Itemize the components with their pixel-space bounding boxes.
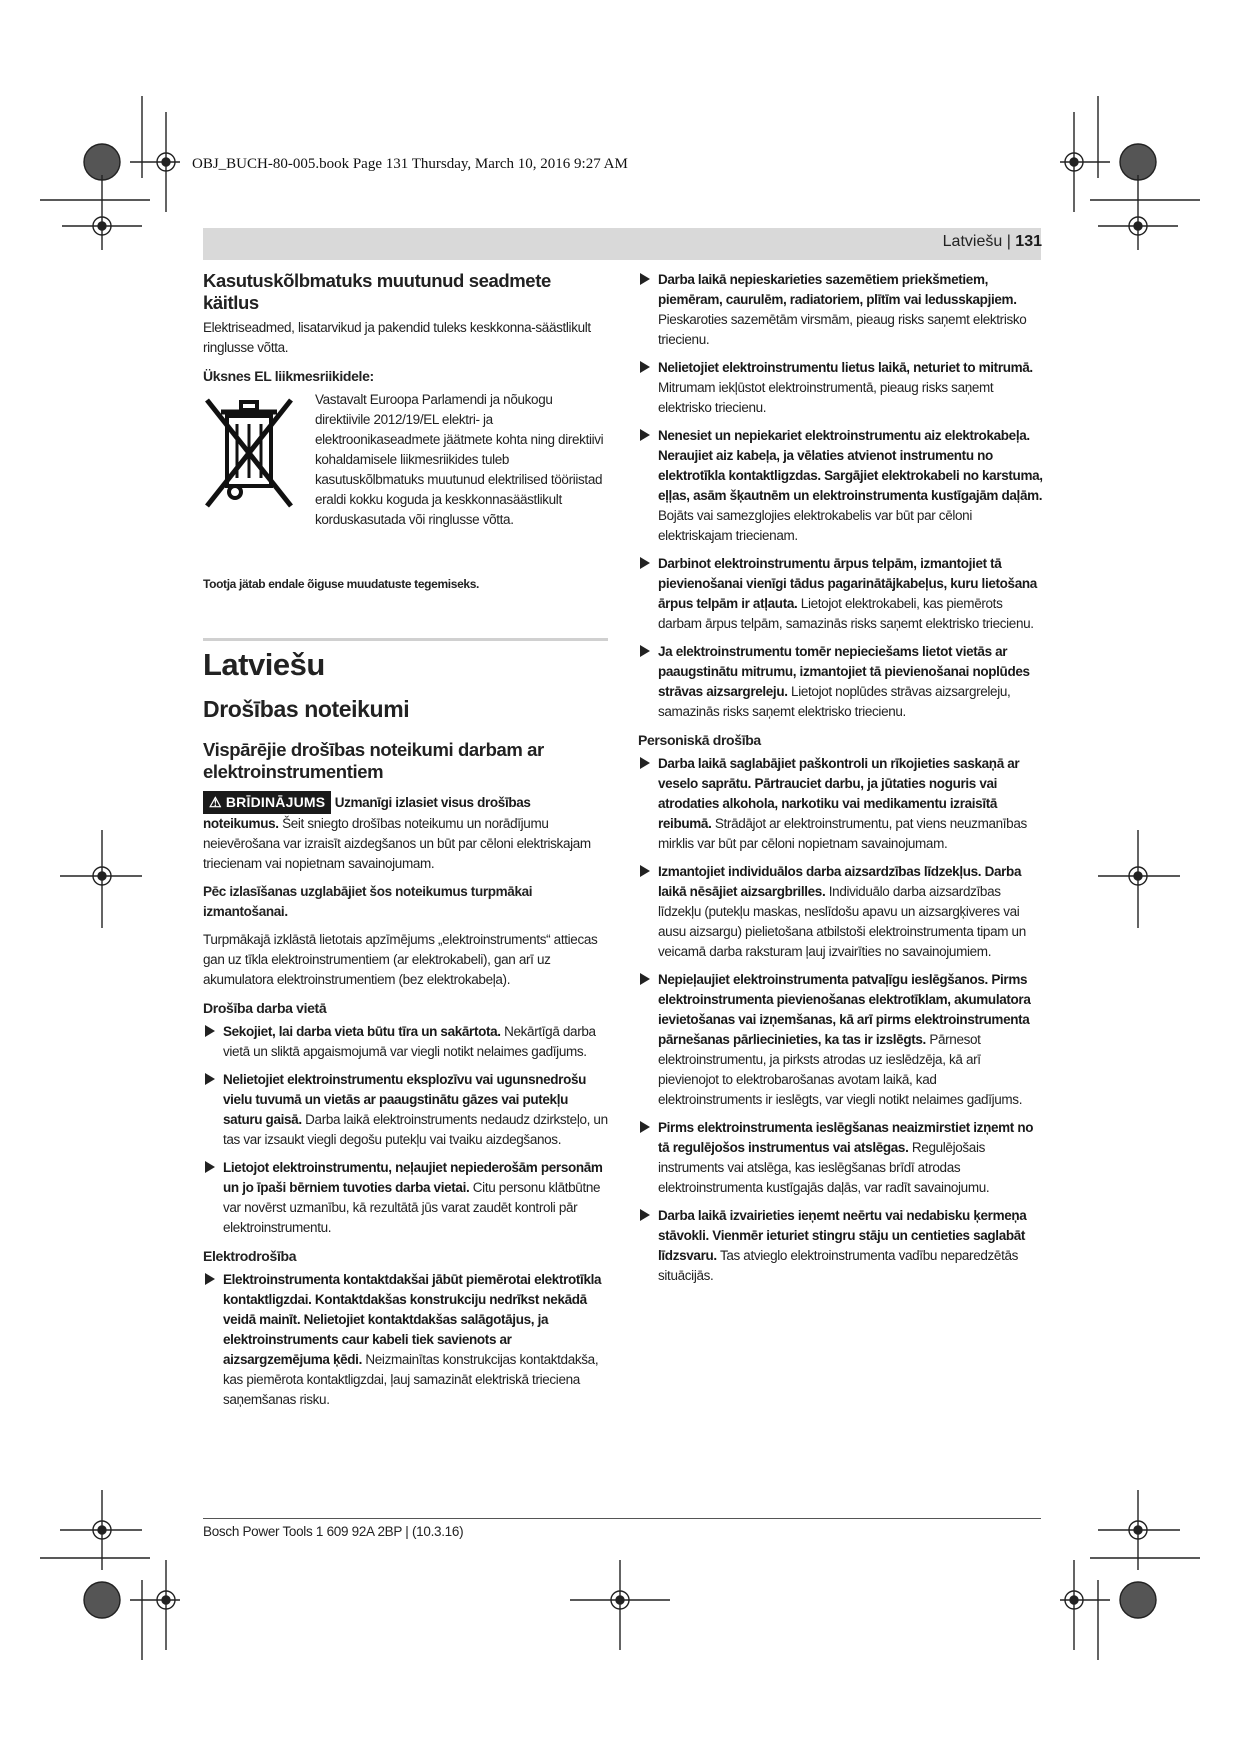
lv-general-title: Vispārējie drošības noteikumi darbam ar elektroinstrumentiem — [203, 739, 544, 782]
bullet-arrow-icon — [640, 361, 650, 373]
lv-title: Latviešu — [203, 647, 325, 682]
item-text: Darba laikā elektroinstruments nedaudz dzirksteļo, un tas var izsaukt viegli degošu putekļu vai tvaiku aizdegšanos. — [223, 1112, 608, 1147]
page-header — [860, 233, 1042, 251]
warning-paragraph — [203, 791, 608, 874]
bullet-arrow-icon — [640, 1121, 650, 1133]
page-footer: Bosch Power Tools 1 609 92A 2BP | (10.3.16) — [203, 1524, 464, 1539]
page-header-separator: | — [1002, 233, 1016, 250]
lv-safety-title: Drošības noteikumi — [203, 696, 410, 722]
bullet-arrow-icon — [640, 429, 650, 441]
bullet-arrow-icon — [205, 1161, 215, 1173]
et-eu-heading: Üksnes EL liikmesriikidele: — [203, 368, 374, 384]
et-paragraph: Elektriseadmed, lisatarvikud ja pakendid tuleks keskkonna-säästlikult ringlusse võtta. — [203, 320, 591, 355]
list-item — [638, 642, 1043, 722]
et-eu-block — [203, 390, 608, 562]
bullet-arrow-icon — [640, 273, 650, 285]
item-bold: Ja elektroinstrumentu tomēr nepieciešams lietot vietās ar paaugstinātu mitrumu, izmantojiet tā pievienošanai noplūdes strāvas aizsargreleju. — [658, 644, 1030, 699]
bullet-arrow-icon — [640, 1209, 650, 1221]
bullet-arrow-icon — [205, 1025, 215, 1037]
item-bold: Darba laikā saglabājiet paškontroli un rīkojieties saskaņā ar veselo saprātu. Pārtrauciet darbu, ja jūtaties noguris vai atrodaties alkohola, narkotiku vai medikamentu izraisītā reibumā. — [658, 756, 1020, 831]
page-header-section: Latviešu — [942, 233, 1003, 250]
item-bold: Lietojot elektroinstrumentu, neļaujiet nepiederošām personām un jo īpaši bērniem tuvoties darba vietai. — [223, 1160, 603, 1195]
list-item — [203, 1270, 608, 1410]
list-item — [638, 426, 1043, 546]
keep-instructions: Pēc izlasīšanas uzglabājiet šos noteikumus turpmākai izmantošanai. — [203, 884, 533, 919]
item-text: Mitrumam iekļūstot elektroinstrumentā, pieaug risks saņemt elektrisko triecienu. — [658, 380, 994, 415]
item-text: Tas atvieglo elektroinstrumenta vadību neparedzētās situācijās. — [658, 1248, 1019, 1283]
item-bold: Darbinot elektroinstrumentu ārpus telpām, izmantojiet tā pievienošanai vienīgi tādus pagarinātājkabeļus, kuru lietošana ārpus telpām ir atļauta. — [658, 556, 1037, 611]
item-text: Lietojot noplūdes strāvas aizsargreleju, samazinās risks saņemt elektrisko triecienu. — [658, 684, 1011, 719]
bullet-arrow-icon — [640, 645, 650, 657]
weee-bin-icon — [203, 394, 295, 512]
list-item — [638, 554, 1043, 634]
left-column — [203, 270, 608, 1418]
list-item — [638, 270, 1043, 350]
list-item — [638, 1206, 1043, 1286]
page-number: 131 — [1015, 233, 1042, 250]
list-item — [638, 1118, 1043, 1198]
et-eu-text: Vastavalt Euroopa Parlamendi ja nõukogu direktiivile 2012/19/EL elektri- ja elektroonikaseadmete jäätmete kohta ning direktiivi kohaldamisele liikmesriikides tuleb kasutuskõlbmatuks muutunud elektrilised tööriistad eraldi kokku koguda ja keskkonnasäästlikult korduskasutada või ringlusse võtta. — [315, 392, 604, 527]
item-text: Nekārtīgā darba vietā un sliktā apgaismojumā var viegli notikt nelaimes gadījums. — [223, 1024, 596, 1059]
bullet-arrow-icon — [640, 973, 650, 985]
bullet-arrow-icon — [640, 757, 650, 769]
item-text: Neizmainītas konstrukcijas kontaktdakša, kas piemērota kontaktligzdai, ļauj samazināt elektriskā trieciena saņemšanas risku. — [223, 1352, 599, 1407]
item-text: Strādājot ar elektroinstrumentu, pat viens neuzmanības mirklis var būt par cēloni nopietnam savainojumam. — [658, 816, 1027, 851]
bullet-arrow-icon — [205, 1073, 215, 1085]
item-bold: Nelietojiet elektroinstrumentu lietus laikā, neturiet to mitrumā. — [658, 360, 1033, 375]
item-bold: Pirms elektroinstrumenta ieslēgšanas neaizmirstiet izņemt no tā regulējošos instrumentus vai atslēgas. — [658, 1120, 1034, 1155]
item-bold: Sekojiet, lai darba vieta būtu tīra un sakārtota. — [223, 1024, 501, 1039]
warning-badge-label: BRĪDINĀJUMS — [225, 794, 326, 810]
bullet-arrow-icon — [640, 865, 650, 877]
right-column — [638, 270, 1043, 1294]
et-notice: Tootja jätab endale õiguse muudatuste tegemiseks. — [203, 577, 480, 591]
warning-triangle-icon: ⚠ — [209, 794, 222, 810]
warning-text: Šeit sniegto drošības noteikumu un norādījumu neievērošana var izraisīt aizdegšanos un būt par cēloni elektriskajam triecienam vai nopietnam savainojumam. — [203, 816, 591, 871]
item-bold: Elektroinstrumenta kontaktdakšai jābūt piemērotai elektrotīkla kontaktligzdai. Kontaktdakšas konstrukciju nedrīkst nekādā veidā mainīt. Nelietojiet kontaktdakšas salāgotājus, ja elektroinstruments caur kabeli tiek savienots ar aizsargzemējuma ķēdi. — [223, 1272, 602, 1367]
print-header: OBJ_BUCH-80-005.book Page 131 Thursday, March 10, 2016 9:27 AM — [192, 156, 628, 172]
footer-rule — [203, 1518, 1041, 1519]
section-rule — [203, 638, 608, 641]
bullet-arrow-icon — [640, 557, 650, 569]
item-text: Pārnesot elektroinstrumentu, ja pirksts atrodas uz ieslēdzēja, kā arī pievienojot to elektrobarošanas avotam laikā, kad elektroinstruments ir ieslēgts, var viegli notikt nelaimes gadījums. — [658, 1032, 1023, 1107]
term-explanation: Turpmākajā izklāstā lietotais apzīmējums „elektroinstruments“ attiecas gan uz tīkla elektroinstrumentiem (ar elektrokabeli), gan arī uz akumulatora elektroinstrumentiem (bez elektrokabeļa). — [203, 932, 598, 987]
list-item — [203, 1022, 608, 1062]
item-text: Bojāts vai samezglojies elektrokabelis var būt par cēloni elektriskajam triecienam. — [658, 508, 972, 543]
warning-bold: Uzmanīgi izlasiet visus drošības noteikumus. — [203, 795, 531, 831]
item-text: Individuālo darba aizsardzības līdzekļu (putekļu maskas, neslīdošu apavu un aizsargķiveres vai ausu aizsargu) pielietošana atbilstoši elektroinstrumenta tipam un veicamā darba raksturam ļauj izvairīties no savainojumiem. — [658, 884, 1026, 959]
list-item — [638, 970, 1043, 1110]
personal-heading: Personiskā drošība — [638, 732, 761, 748]
list-item — [203, 1158, 608, 1238]
electrical-heading: Elektrodrošība — [203, 1248, 297, 1264]
item-bold: Nepieļaujiet elektroinstrumenta patvaļīgu ieslēgšanos. Pirms elektroinstrumenta pievienošanas elektrotīklam, akumulatora ievietošanas vai izņemšanas, kā arī pirms elektroinstrumenta pārnešanas pārliecinieties, ka tas ir izslēgts. — [658, 972, 1031, 1047]
workplace-heading: Drošība darba vietā — [203, 1000, 327, 1016]
item-bold: Izmantojiet individuālos darba aizsardzības līdzekļus. Darba laikā nēsājiet aizsargbrilles. — [658, 864, 1022, 899]
list-item — [638, 754, 1043, 854]
item-text: Regulējošais instruments vai atslēga, kas ieslēgšanas brīdī atrodas elektroinstrumenta kustīgajās daļās, var radīt savainojumu. — [658, 1140, 990, 1195]
item-text: Lietojot elektrokabeli, kas piemērots darbam ārpus telpām, samazinās risks saņemt elektrisko triecienu. — [658, 596, 1034, 631]
item-text: Citu personu klātbūtne var novērst uzmanību, kā rezultātā jūs varat zaudēt kontroli pār elektroinstrumentu. — [223, 1180, 601, 1235]
item-bold: Nelietojiet elektroinstrumentu eksplozīvu vai ugunsnedrošu vielu tuvumā un vietās ar paaugstinātu gāzes vai putekļu saturu gaisā. — [223, 1072, 587, 1127]
list-item — [638, 862, 1043, 962]
item-bold: Nenesiet un nepiekariet elektroinstrumentu aiz elektrokabeļa. Neraujiet aiz kabeļa, ja vēlaties atvienot instrumentu no elektrotīkla kontaktligzdas. Sargājiet elektrokabeli no karstuma, eļļas, asām šķautnēm un elektroinstrumenta kustīgajām daļām. — [658, 428, 1043, 503]
et-disposal-title: Kasutuskõlbmatuks muutunud seadmete käitlus — [203, 270, 551, 313]
list-item — [638, 358, 1043, 418]
item-text: Pieskaroties sazemētām virsmām, pieaug risks saņemt elektrisko triecienu. — [658, 312, 1027, 347]
warning-badge — [203, 791, 331, 814]
item-bold: Darba laikā nepieskarieties sazemētiem priekšmetiem, piemēram, caurulēm, radiatoriem, plītīm vai ledusskapjiem. — [658, 272, 1017, 307]
bullet-arrow-icon — [205, 1273, 215, 1285]
list-item — [203, 1070, 608, 1150]
item-bold: Darba laikā izvairieties ieņemt neērtu vai nedabisku ķermeņa stāvokli. Vienmēr ieturiet stingru stāju un centieties saglabāt līdzsvaru. — [658, 1208, 1027, 1263]
